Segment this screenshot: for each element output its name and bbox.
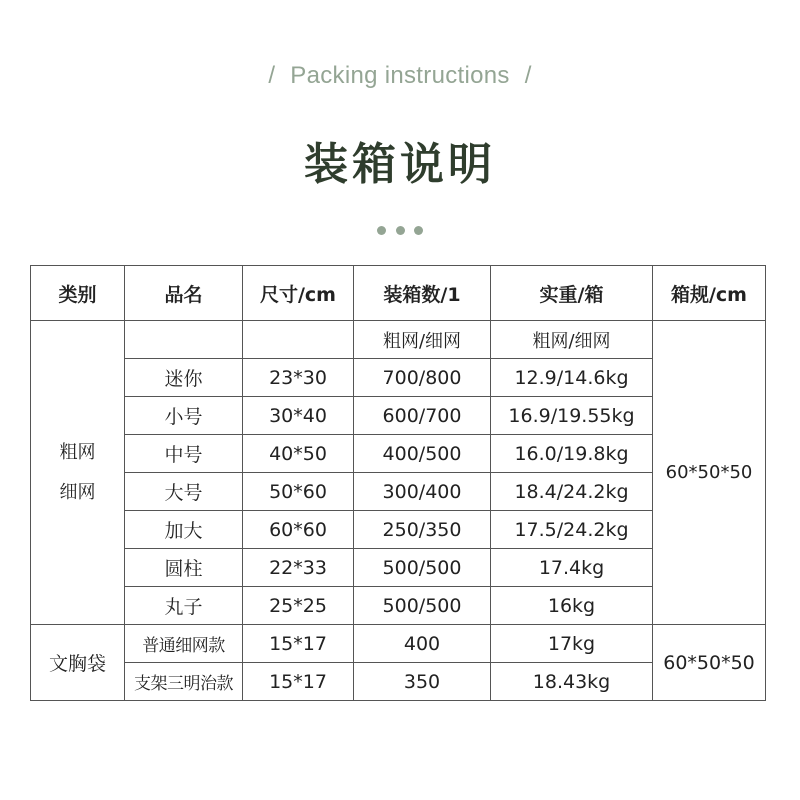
table-cell: [125, 321, 243, 359]
product-weight: 17.4kg: [491, 549, 653, 587]
category-cell-mesh: [31, 321, 125, 625]
subtitle: [0, 62, 800, 90]
subheader-weight: 粗网/细网: [491, 321, 653, 359]
product-name: 支架三明治款: [125, 663, 243, 701]
box-spec-cell: 60*50*50: [653, 625, 766, 701]
table-cell: [243, 321, 354, 359]
category-line: 细网: [59, 481, 96, 503]
category-cell-bra-bag: 文胸袋: [31, 625, 125, 701]
dot-icon: [414, 226, 423, 235]
box-spec-cell: 60*50*50: [653, 321, 766, 625]
category-line: 粗网: [59, 441, 96, 463]
product-size: 25*25: [243, 587, 354, 625]
subtitle-text: Packing instructions: [290, 62, 510, 89]
product-qty: 700/800: [354, 359, 491, 397]
col-header-weight: 实重/箱: [491, 266, 653, 321]
product-qty: 350: [354, 663, 491, 701]
product-size: 22*33: [243, 549, 354, 587]
product-weight: 17.5/24.2kg: [491, 511, 653, 549]
table-subheader-row: [31, 321, 766, 359]
dot-icon: [377, 226, 386, 235]
product-size: 23*30: [243, 359, 354, 397]
product-weight: 16kg: [491, 587, 653, 625]
col-header-qty: 装箱数/1: [354, 266, 491, 321]
product-qty: 300/400: [354, 473, 491, 511]
product-weight: 16.9/19.55kg: [491, 397, 653, 435]
product-size: 40*50: [243, 435, 354, 473]
product-name: 小号: [125, 397, 243, 435]
product-qty: 250/350: [354, 511, 491, 549]
dot-icon: [396, 226, 405, 235]
page-title: 装箱说明: [304, 139, 496, 190]
product-name: 迷你: [125, 359, 243, 397]
product-qty: 600/700: [354, 397, 491, 435]
product-weight: 16.0/19.8kg: [491, 435, 653, 473]
product-weight: 17kg: [491, 625, 653, 663]
slash-right: /: [524, 62, 532, 89]
product-name: 普通细网款: [125, 625, 243, 663]
dots-divider: [0, 220, 800, 239]
product-name: 大号: [125, 473, 243, 511]
product-qty: 400/500: [354, 435, 491, 473]
product-name: 加大: [125, 511, 243, 549]
table-header-row: [31, 266, 766, 321]
product-qty: 500/500: [354, 587, 491, 625]
product-name: 圆柱: [125, 549, 243, 587]
col-header-box-spec: 箱规/cm: [653, 266, 766, 321]
product-size: 15*17: [243, 663, 354, 701]
product-size: 30*40: [243, 397, 354, 435]
slash-left: /: [268, 62, 276, 89]
product-weight: 18.43kg: [491, 663, 653, 701]
product-qty: 400: [354, 625, 491, 663]
product-qty: 500/500: [354, 549, 491, 587]
packing-table: [30, 265, 766, 701]
product-name: 丸子: [125, 587, 243, 625]
product-weight: 18.4/24.2kg: [491, 473, 653, 511]
product-size: 50*60: [243, 473, 354, 511]
product-size: 60*60: [243, 511, 354, 549]
product-size: 15*17: [243, 625, 354, 663]
col-header-size: 尺寸/cm: [243, 266, 354, 321]
col-header-name: 品名: [125, 266, 243, 321]
table-row: [31, 625, 766, 663]
subheader-qty: 粗网/细网: [354, 321, 491, 359]
col-header-category: 类别: [31, 266, 125, 321]
product-weight: 12.9/14.6kg: [491, 359, 653, 397]
product-name: 中号: [125, 435, 243, 473]
